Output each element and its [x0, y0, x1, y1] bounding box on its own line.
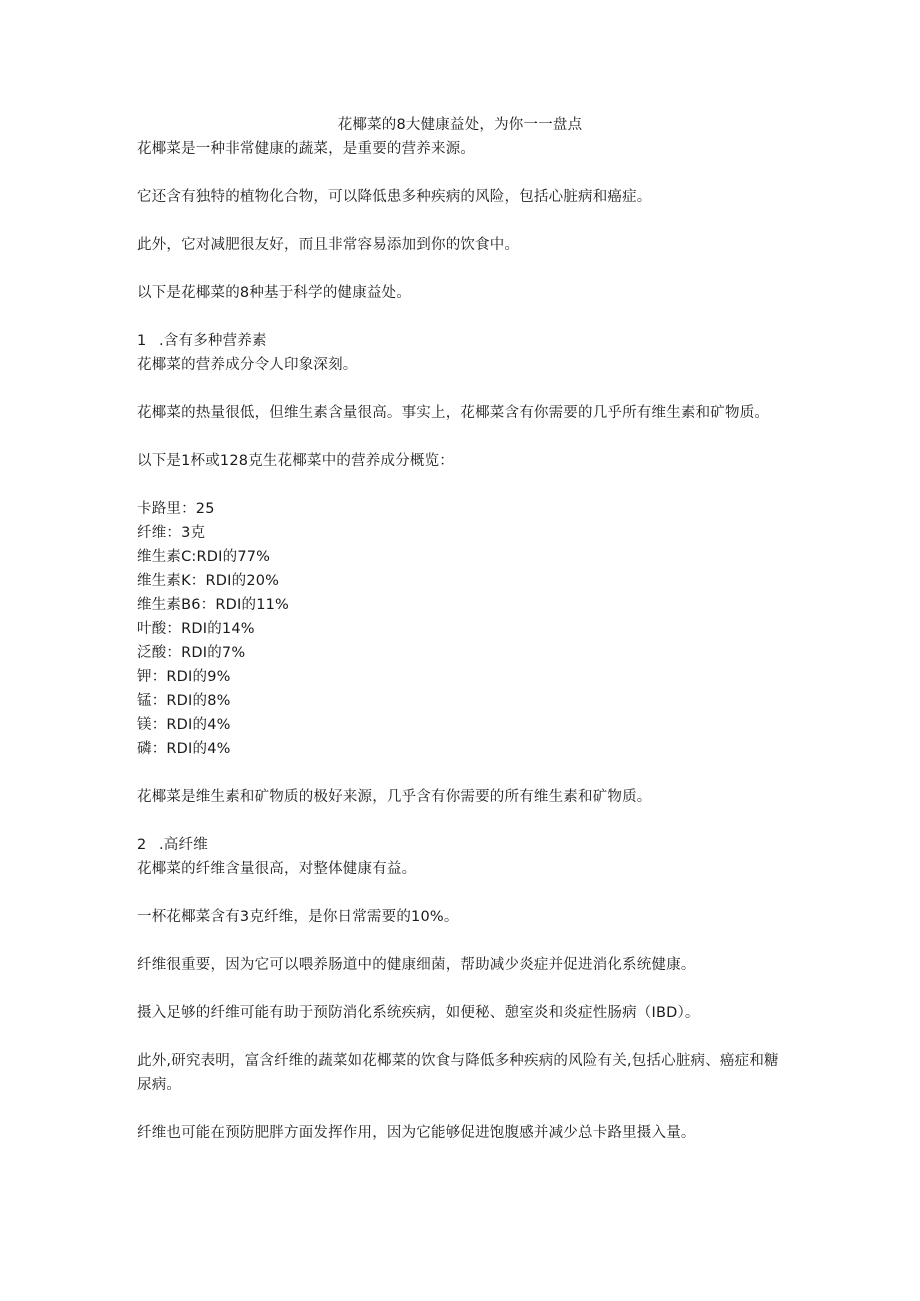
section-2-paragraph-2: 一杯花椰菜含有3克纤维，是你日常需要的10%。	[137, 909, 459, 925]
section-1-paragraph-1: 花椰菜的营养成分令人印象深刻。	[137, 357, 358, 373]
section-1-paragraph-2: 花椰菜的热量很低，但维生素含量很高。事实上，花椰菜含有你需要的几乎所有维生素和矿物质。	[137, 405, 770, 421]
section-2-paragraph-3: 纤维很重要，因为它可以喂养肠道中的健康细菌，帮助减少炎症并促进消化系统健康。	[137, 957, 696, 973]
intro-paragraph-3: 此外，它对减肥很友好，而且非常容易添加到你的饮食中。	[137, 237, 520, 253]
document-body	[137, 137, 787, 1145]
section-1-paragraph-3: 以下是1杯或128克生花椰菜中的营养成分概览：	[137, 453, 454, 469]
nutrient-item: 锰：RDI的8%	[137, 693, 231, 709]
document-title: 花椰菜的8大健康益处，为你一一盘点	[337, 117, 583, 133]
section-2-paragraph-1: 花椰菜的纤维含量很高，对整体健康有益。	[137, 861, 417, 877]
nutrient-item: 镁：RDI的4%	[137, 717, 231, 733]
section-1-title: .含有多种营养素	[159, 333, 267, 349]
nutrient-list	[137, 497, 787, 761]
intro-paragraph-2: 它还含有独特的植物化合物，可以降低患多种疾病的风险，包括心脏病和癌症。	[137, 189, 652, 205]
intro-paragraph-4: 以下是花椰菜的8种基于科学的健康益处。	[137, 285, 412, 301]
nutrient-item: 钾：RDI的9%	[137, 669, 231, 685]
section-1-number: 1	[137, 333, 147, 349]
section-2-paragraph-5: 此外,研究表明，富含纤维的蔬菜如花椰菜的饮食与降低多种疾病的风险有关,包括心脏病、癌症和糖尿病。	[137, 1053, 779, 1093]
section-1-summary: 花椰菜是维生素和矿物质的极好来源，几乎含有你需要的所有维生素和矿物质。	[137, 789, 652, 805]
nutrient-item: 叶酸：RDI的14%	[137, 621, 255, 637]
section-2-title: .高纤维	[159, 837, 208, 853]
nutrient-item: 卡路里：25	[137, 501, 215, 517]
section-2-paragraph-4: 摄入足够的纤维可能有助于预防消化系统疾病，如便秘、憩室炎和炎症性肠病（IBD）。	[137, 1005, 700, 1021]
nutrient-item: 磷：RDI的4%	[137, 741, 231, 757]
nutrient-item: 维生素C:RDI的77%	[137, 549, 271, 565]
section-1-heading	[137, 329, 787, 353]
intro-paragraph-1: 花椰菜是一种非常健康的蔬菜，是重要的营养来源。	[137, 141, 476, 157]
section-2-number: 2	[137, 837, 147, 853]
nutrient-item: 纤维：3克	[137, 525, 206, 541]
section-2-paragraph-6: 纤维也可能在预防肥胖方面发挥作用，因为它能够促进饱腹感并减少总卡路里摄入量。	[137, 1125, 696, 1141]
section-2-heading	[137, 833, 787, 857]
nutrient-item: 维生素K：RDI的20%	[137, 573, 280, 589]
nutrient-item: 维生素B6：RDI的11%	[137, 597, 290, 613]
nutrient-item: 泛酸：RDI的7%	[137, 645, 246, 661]
